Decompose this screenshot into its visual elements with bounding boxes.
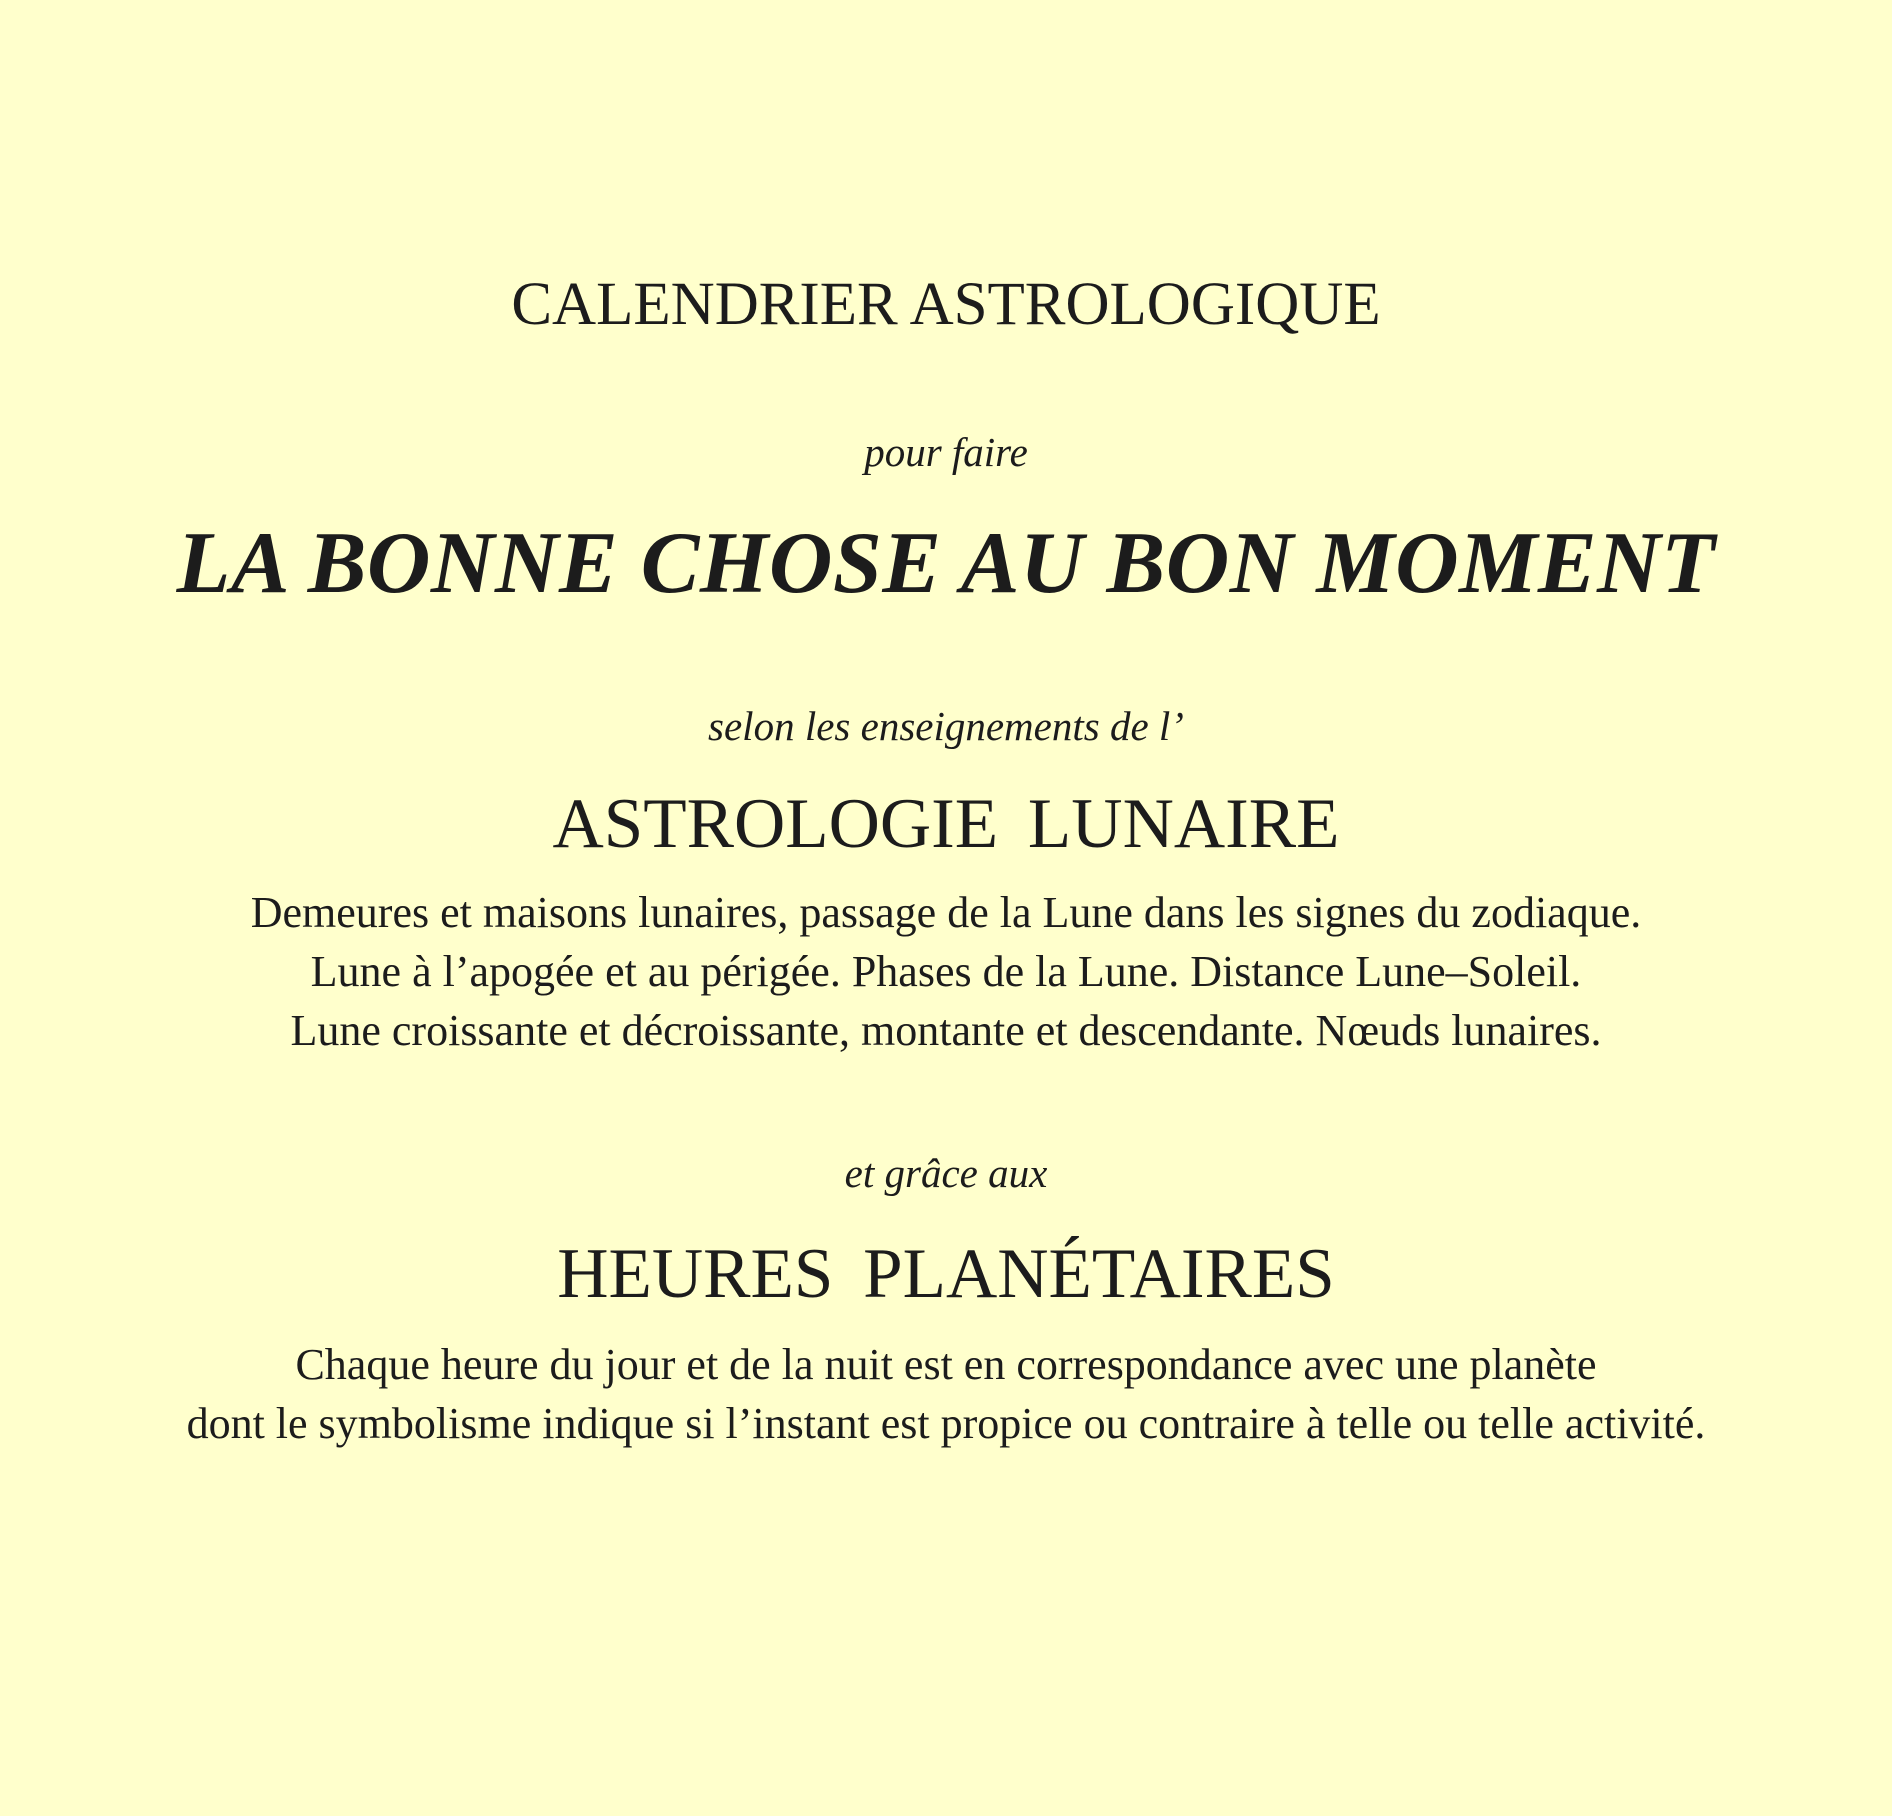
kicker-heading: CALENDRIER ASTROLOGIQUE — [511, 271, 1381, 338]
section-1-line: Lune croissante et décroissante, montante et descendante. Nœuds lunaires. — [290, 1006, 1602, 1055]
section-heading-heures-planetaires: HEURES PLANÉTAIRES — [557, 1235, 1335, 1313]
main-title: LA BONNE CHOSE AU BON MOMENT — [176, 515, 1716, 612]
intro-text-pour-faire: pour faire — [864, 429, 1028, 475]
section-heading-astrologie-lunaire: ASTROLOGIE LUNAIRE — [552, 785, 1340, 863]
section-1-line: Lune à l’apogée et au périgée. Phases de la Lune. Distance Lune–Soleil. — [310, 947, 1582, 996]
intro-text-et-grace: et grâce aux — [844, 1150, 1048, 1196]
section-2-line: dont le symbolisme indique si l’instant est propice ou contraire à telle ou telle activité. — [186, 1399, 1706, 1448]
intro-text-selon: selon les enseignements de l’ — [708, 703, 1184, 749]
section-2-line: Chaque heure du jour et de la nuit est en correspondance avec une planète — [295, 1340, 1597, 1389]
section-1-line: Demeures et maisons lunaires, passage de la Lune dans les signes du zodiaque. — [250, 888, 1642, 937]
